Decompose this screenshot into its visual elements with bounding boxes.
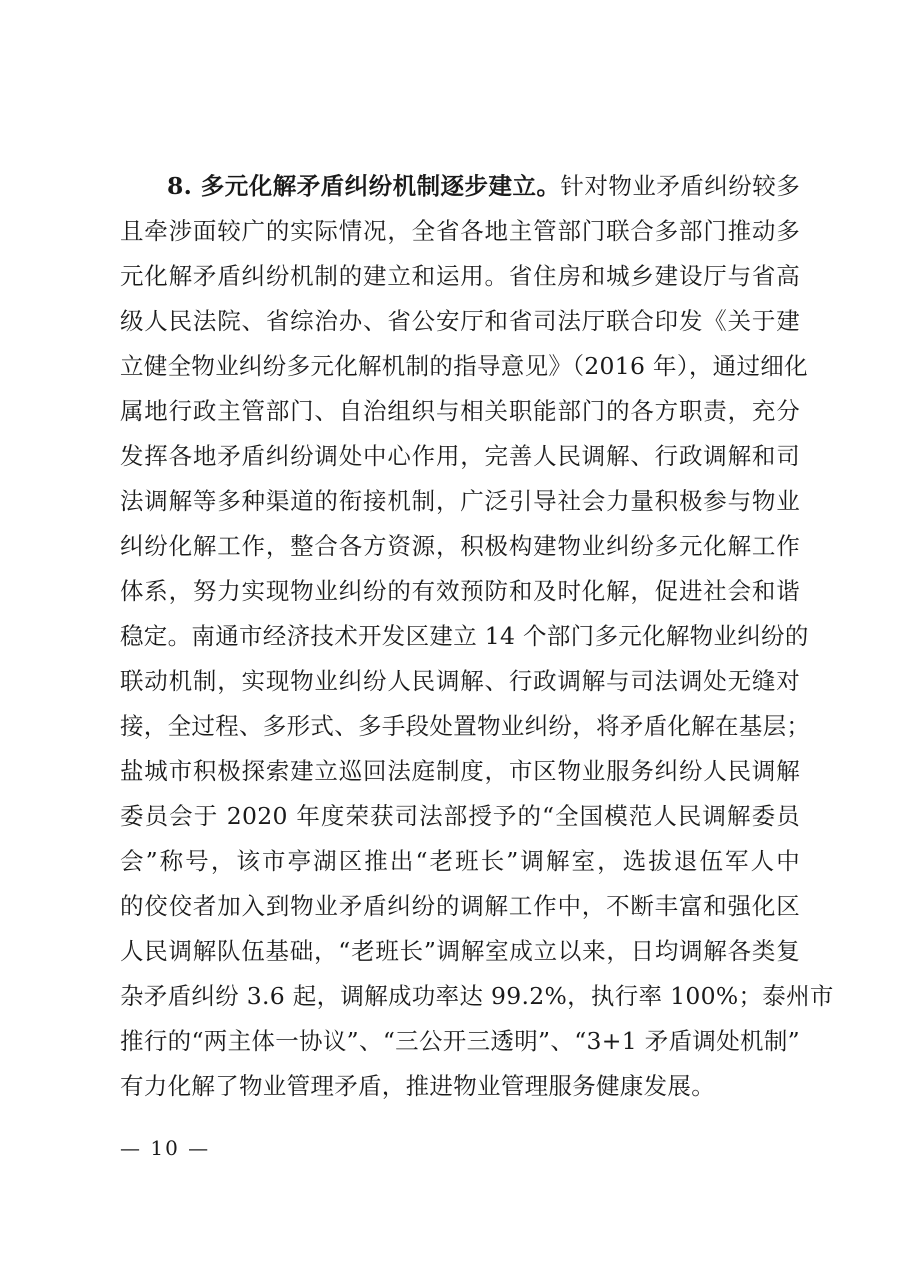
text-line: 人民调解队伍基础，“老班长”调解室成立以来，日均调解各类复 — [120, 937, 800, 965]
text-line: 元化解矛盾纠纷机制的建立和运用。省住房和城乡建设厅与省高 — [120, 262, 800, 290]
body-paragraph — [120, 164, 834, 1109]
text-line: 属地行政主管部门、自治组织与相关职能部门的各方职责，充分 — [120, 397, 800, 425]
text-line: 立健全物业纠纷多元化解机制的指导意见》（2016 年），通过细化 — [120, 352, 808, 380]
text-line: 级人民法院、省综治办、省公安厅和省司法厅联合印发《关于建 — [120, 307, 800, 335]
text-line: 推行的“两主体一协议”、“三公开三透明”、“3+1 矛盾调处机制” — [120, 1027, 800, 1055]
text-line: 联动机制，实现物业纠纷人民调解、行政调解与司法调处无缝对 — [120, 667, 800, 695]
text-line: 法调解等多种渠道的衔接机制，广泛引导社会力量积极参与物业 — [120, 487, 800, 515]
text-line: 会”称号，该市亭湖区推出“老班长”调解室，选拔退伍军人中 — [120, 847, 800, 875]
text-line: 体系，努力实现物业纠纷的有效预防和及时化解，促进社会和谐 — [120, 577, 800, 605]
section-heading: 8. 多元化解矛盾纠纷机制逐步建立。 — [167, 172, 561, 200]
text-line: 且牵涉面较广的实际情况，全省各地主管部门联合多部门推动多 — [120, 217, 800, 245]
text-line: 发挥各地矛盾纠纷调处中心作用，完善人民调解、行政调解和司 — [120, 442, 800, 470]
text-line: 杂矛盾纠纷 3.6 起，调解成功率达 99.2%，执行率 100%；泰州市 — [120, 982, 834, 1010]
first-line-text: 针对物业矛盾纠纷较多 — [560, 172, 800, 200]
text-line: 盐城市积极探索建立巡回法庭制度，市区物业服务纠纷人民调解 — [120, 757, 800, 785]
page-number: — 10 — — [120, 1136, 211, 1160]
text-line: 的佼佼者加入到物业矛盾纠纷的调解工作中，不断丰富和强化区 — [120, 892, 800, 920]
text-line: 纠纷化解工作，整合各方资源，积极构建物业纠纷多元化解工作 — [120, 532, 800, 560]
paragraph-first-line — [120, 164, 800, 209]
text-line-last: 有力化解了物业管理矛盾，推进物业管理服务健康发展。 — [120, 1072, 715, 1100]
text-line: 接，全过程、多形式、多手段处置物业纠纷，将矛盾化解在基层； — [120, 712, 811, 740]
text-line: 委员会于 2020 年度荣获司法部授予的“全国模范人民调解委员 — [120, 802, 800, 830]
text-line: 稳定。南通市经济技术开发区建立 14 个部门多元化解物业纠纷的 — [120, 622, 809, 650]
